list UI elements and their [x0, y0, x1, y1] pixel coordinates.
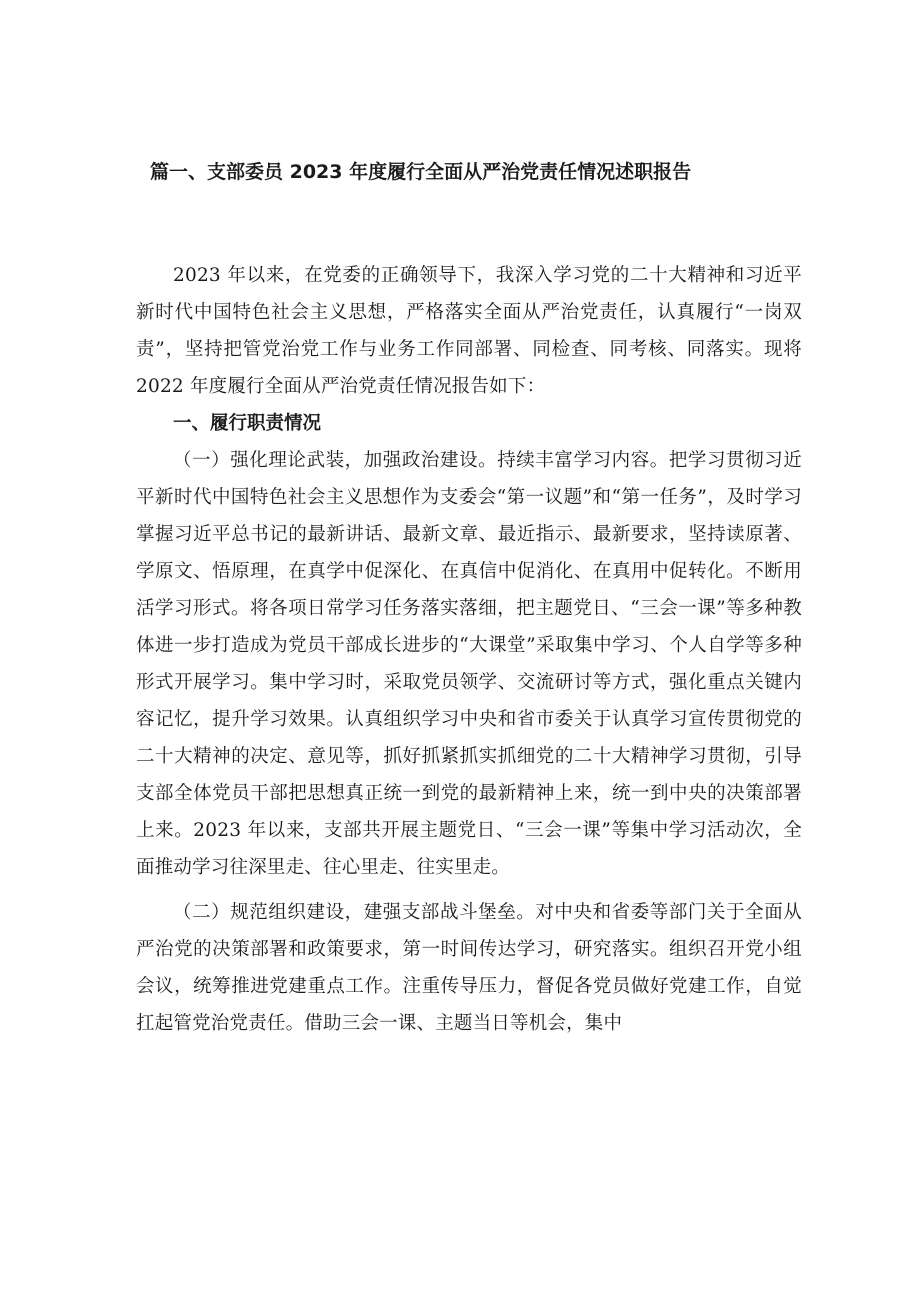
document-body	[136, 257, 802, 1042]
paragraph-spacer	[136, 886, 802, 894]
intro-paragraph: 2023 年以来，在党委的正确领导下，我深入学习党的二十大精神和习近平新时代中国特色社会主义思想，严格落实全面从严治党责任，认真履行“一岗双责”，坚持把管党治党工作与业务工作同部署、同检查、同考核、同落实。现将 2022 年度履行全面从严治党责任情况报告如下：	[136, 265, 802, 397]
paragraph-1: （一）强化理论武装，加强政治建设。持续丰富学习内容。把学习贯彻习近平新时代中国特色社会主义思想作为支委会“第一议题”和“第一任务”，及时学习掌握习近平总书记的最新讲话、最新文章、最近指示、最新要求，坚持读原著、学原文、悟原理，在真学中促深化、在真信中促消化、在真用中促转化。不断用活学习形式。将各项日常学习任务落实落细，把主题党日、“三会一课”等多种教体进一步打造成为党员干部成长进步的“大课堂”采取集中学习、个人自学等多种形式开展学习。集中学习时，采取党员领学、交流研讨等方式，强化重点关键内容记忆，提升学习效果。认真组织学习中央和省市委关于认真学习宣传贯彻党的二十大精神的决定、意见等，抓好抓紧抓实抓细党的二十大精神学习贯彻，引导支部全体党员干部把思想真正统一到党的最新精神上来，统一到中央的决策部署上来。2023 年以来，支部共开展主题党日、“三会一课”等集中学习活动次，全面推动学习往深里走、往心里走、往实里走。	[136, 450, 802, 878]
paragraph-2: （二）规范组织建设，建强支部战斗堡垒。对中央和省委等部门关于全面从严治党的决策部署和政策要求，第一时间传达学习，研究落实。组织召开党小组会议，统筹推进党建重点工作。注重传导压力，督促各党员做好党建工作，自觉扛起管党治党责任。借助三会一课、主题当日等机会，集中	[136, 902, 802, 1034]
document-title: 篇一、支部委员 2023 年度履行全面从严治党责任情况述职报告	[150, 161, 692, 183]
section-heading-1: 一、履行职责情况	[173, 413, 322, 434]
